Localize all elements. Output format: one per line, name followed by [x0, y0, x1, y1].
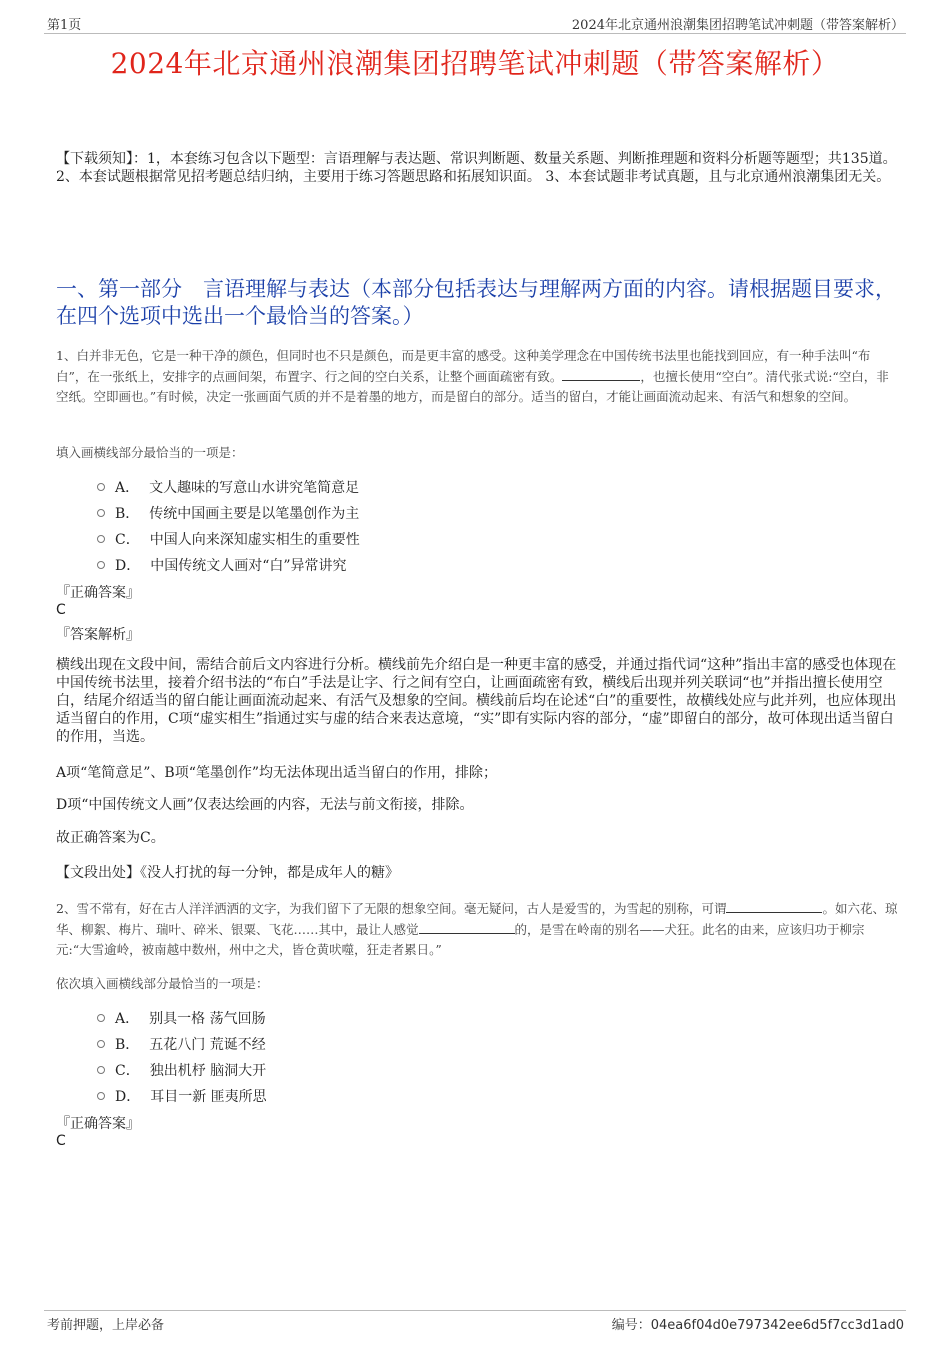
radio-icon[interactable]: [97, 535, 105, 543]
question-1-blank: [562, 366, 640, 381]
question-1-option-a[interactable]: [97, 477, 359, 497]
download-notice: 【下载须知】：1，本套练习包含以下题型：言语理解与表达题、常识判断题、数量关系题、判断推理题和资料分析题等题型；共135道。 2、本套试题根据常见招考题总结归纳，主要用于练习答题思路和拓展知识面。 3、本套试题非考试真题，且与北京通州浪潮集团无关。: [56, 151, 897, 185]
option-text: 文人趣味的写意山水讲究笔简意足: [149, 480, 360, 496]
question-1-option-d[interactable]: [97, 555, 347, 575]
question-1-answer: C: [56, 602, 66, 618]
question-1-analysis-label: 『答案解析』: [56, 627, 140, 643]
question-1-option-c[interactable]: [97, 529, 360, 549]
option-text: 传统中国画主要是以笔墨创作为主: [149, 506, 360, 522]
question-1-option-b[interactable]: [97, 503, 359, 523]
option-letter: C．: [115, 1063, 140, 1079]
option-letter: A．: [115, 480, 140, 496]
question-1-analysis-paragraph-2: A项“笔简意足”、B项“笔墨创作”均无法体现出适当留白的作用，排除；: [56, 765, 498, 781]
question-2-blank-2: [419, 919, 515, 934]
section-heading: 一、第一部分 言语理解与表达（本部分包括表达与理解两方面的内容。请根据题目要求，在四个选项中选出一个最恰当的答案。）: [56, 277, 896, 328]
question-2-blank-1: [726, 898, 822, 913]
footer-code: [612, 1314, 904, 1333]
radio-icon[interactable]: [97, 1014, 105, 1022]
question-2-option-d[interactable]: [97, 1086, 267, 1106]
radio-icon[interactable]: [97, 1040, 105, 1048]
footer-divider: [44, 1310, 906, 1311]
radio-icon[interactable]: [97, 1066, 105, 1074]
option-letter: D．: [115, 1089, 141, 1105]
question-1-answer-label: 『正确答案』: [56, 585, 140, 601]
question-1-text: [56, 346, 898, 407]
radio-icon[interactable]: [97, 1092, 105, 1100]
question-1-analysis-paragraph-4: 故正确答案为C。: [56, 830, 165, 846]
question-2-text-part-a: 2、雪不常有，好在古人洋洋洒洒的文字，为我们留下了无限的想象空间。毫无疑问，古人是爱雪的，为雪起的别称，可谓: [56, 901, 727, 916]
question-1-analysis-paragraph-1: 横线出现在文段中间，需结合前后文内容进行分析。横线前先介绍白是一种更丰富的感受，并通过指代词“这种”指出丰富的感受也体现在中国传统书法里，接着介绍书法的“布白”手法是让字、行之间有空白，让画面疏密有致，横线后出现并列关联词“也”并指出擅长使用空白，结尾介绍适当的留白能让画面流动起来、有活气及想象的空间。横线前后均在论述“白”的重要性，故横线处应与此并列，也应体现出适当留白的作用，C项“虚实相生”指通过实与虚的结合来表达意境，“实”即有实际内容的部分，“虚”即留白的部分，故可体现出适当留白的作用，当选。: [56, 657, 897, 745]
page-title: 2024年北京通州浪潮集团招聘笔试冲刺题（带答案解析）: [110, 47, 840, 80]
question-2-option-b[interactable]: [97, 1034, 266, 1054]
option-letter: D．: [115, 558, 141, 574]
question-1-analysis-paragraph-3: D项“中国传统文人画”仅表达绘画的内容，无法与前文衔接，排除。: [56, 797, 474, 813]
header-divider: [44, 33, 906, 34]
radio-icon[interactable]: [97, 509, 105, 517]
option-letter: B．: [115, 1037, 140, 1053]
radio-icon[interactable]: [97, 561, 105, 569]
question-2-prompt: 依次填入画横线部分最恰当的一项是：: [56, 976, 269, 991]
question-1-prompt: 填入画横线部分最恰当的一项是：: [56, 445, 244, 460]
footer-slogan: 考前押题，上岸必备: [47, 1318, 165, 1333]
option-text: 中国传统文人画对“白”异常讲究: [150, 558, 347, 574]
question-2-text: [56, 898, 898, 960]
option-text: 五花八门 荒诞不经: [149, 1037, 266, 1053]
question-1-source: 【文段出处】《没人打扰的每一分钟，都是成年人的糖》: [56, 865, 399, 881]
question-2-option-c[interactable]: [97, 1060, 266, 1080]
option-letter: A．: [115, 1011, 140, 1027]
header-doc-title: 2024年北京通州浪潮集团招聘笔试冲刺题（带答案解析）: [571, 18, 904, 33]
question-2-answer: C: [56, 1133, 66, 1149]
footer-code-label: 编号：: [611, 1318, 651, 1333]
question-1-text-part-a: 1、白并非无色，它是一种干净的颜色，但同时也不只是颜色，而是更丰富的感受。这种美学理念在中国传统书法里也能找到回应，有一种手法叫“布白”，在一张纸上，安排字的点画间架，布置字、行之间的空白关系，让整个画面疏密有致。: [56, 348, 871, 384]
question-2-answer-label: 『正确答案』: [56, 1116, 140, 1132]
radio-icon[interactable]: [97, 483, 105, 491]
question-1-text-part-b: ，也擅长使用“空白”。清代张式说:“空白，非空纸。空即画也。”有时候，决定一张画面气质的并不是着墨的地方，而是留白的部分。适当的留白，才能让画面流动起来、有活气和想象的空间。: [56, 369, 889, 404]
option-text: 独出机杼 脑洞大开: [149, 1063, 267, 1079]
option-text: 别具一格 荡气回肠: [149, 1011, 266, 1027]
option-text: 中国人向来深知虚实相生的重要性: [149, 532, 360, 548]
footer-code-value: 04ea6f04d0e797342ee6d5f7cc3d1ad0: [650, 1318, 904, 1333]
header-page-number: 第1页: [47, 18, 82, 33]
question-2-text-part-c: 的，是雪在岭南的别名——犬狂。此名的由来，应该归功于柳宗元:“大雪逾岭，被南越中数州，州中之犬，皆仓黄吠噬，狂走者累日。”: [56, 922, 865, 957]
option-text: 耳目一新 匪夷所思: [150, 1089, 267, 1105]
question-2-text-part-b: 。如六花、琼华、柳絮、梅片、瑞叶、碎米、银粟、飞花……其中，最让人感觉: [56, 901, 898, 937]
option-letter: C．: [115, 532, 140, 548]
question-2-option-a[interactable]: [97, 1008, 266, 1028]
option-letter: B．: [115, 506, 140, 522]
